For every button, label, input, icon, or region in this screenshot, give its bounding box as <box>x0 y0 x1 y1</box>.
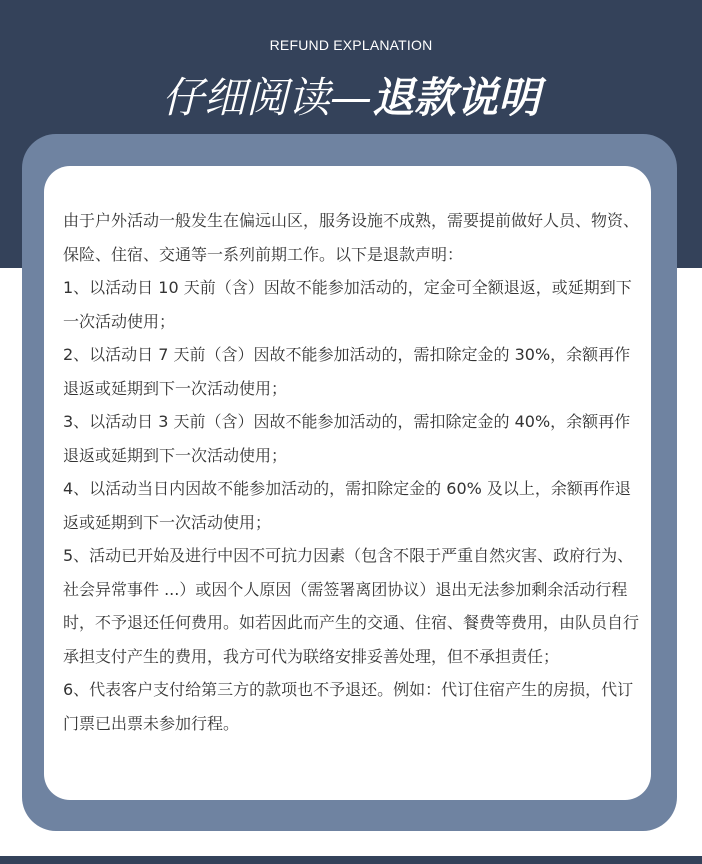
policy-item-1: 1、以活动日 10 天前（含）因故不能参加活动的，定金可全额退返，或延期到下一次活动使用； <box>63 278 632 331</box>
page-title-prefix: 仔细阅读— <box>161 73 372 122</box>
footer-bar <box>0 856 702 864</box>
policy-item-4: 4、以活动当日内因故不能参加活动的，需扣除定金的 60% 及以上，余额再作退返或延期到下一次活动使用； <box>63 479 631 532</box>
intro-paragraph: 由于户外活动一般发生在偏远山区，服务设施不成熟，需要提前做好人员、物资、保险、住宿、交通等一系列前期工作。以下是退款声明： <box>63 211 640 264</box>
policy-item-2: 2、以活动日 7 天前（含）因故不能参加活动的，需扣除定金的 30%，余额再作退返或延期到下一次活动使用； <box>63 345 631 398</box>
page-subtitle: REFUND EXPLANATION <box>269 37 433 53</box>
policy-item-6: 6、代表客户支付给第三方的款项也不予退还。例如：代订住宿产生的房损，代订门票已出票未参加行程。 <box>63 680 634 733</box>
policy-item-3: 3、以活动日 3 天前（含）因故不能参加活动的，需扣除定金的 40%，余额再作退返或延期到下一次活动使用； <box>63 412 631 465</box>
page-title-emphasis: 退款说明 <box>372 73 541 122</box>
policy-item-5: 5、活动已开始及进行中因不可抗力因素（包含不限于严重自然灾害、政府行为、社会异常事件 ...）或因个人原因（需签署离团协议）退出无法参加剩余活动行程时，不予退还任何费用。如若因此而产生的交通、住宿、餐费等费用，由队员自行承担支付产生的费用，我方可代为联络安排妥善处理，但不承担责任； <box>63 546 640 666</box>
refund-policy-text <box>63 204 641 740</box>
page-title <box>0 70 702 126</box>
